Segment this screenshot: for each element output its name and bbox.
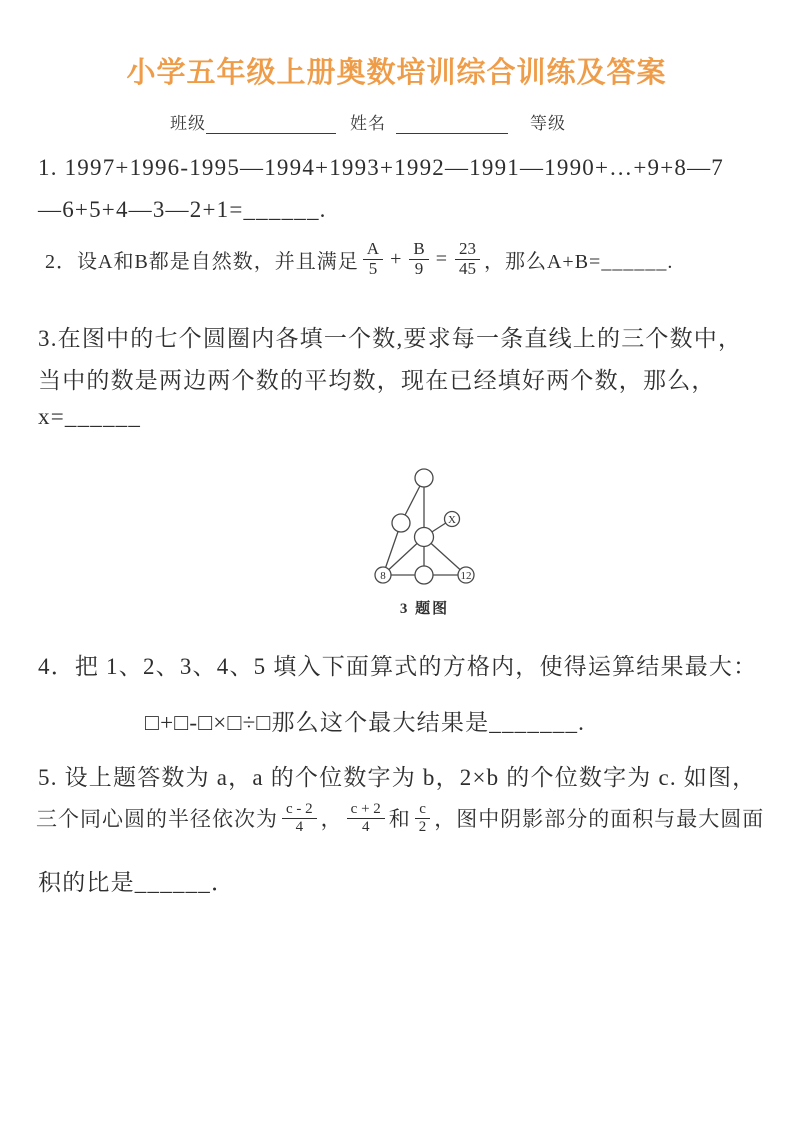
fraction-numerator: B — [409, 240, 428, 260]
problem-3-line-1: 3.在图中的七个圆圈内各填一个数,要求每一条直线上的三个数中， — [38, 326, 743, 351]
name-blank-line — [396, 114, 508, 134]
circle-center-empty — [415, 528, 434, 547]
circle-12-label: 12 — [460, 570, 472, 582]
circle-top-empty — [415, 469, 433, 487]
problem-3-line-2: 当中的数是两边两个数的平均数，现在已经填好两个数，那么， — [38, 368, 716, 393]
class-blank-line — [206, 114, 336, 134]
fraction-denominator: 45 — [458, 258, 476, 278]
problem-1-line-1: 1. 1997+1996-1995—1994+1993+1992—1991—1990+…+9+8—7 — [38, 155, 724, 180]
problem-5-line-3: 积的比是______． — [38, 870, 236, 895]
fraction-denominator: 4 — [295, 818, 304, 835]
problem-2-line — [45, 240, 673, 278]
problem-5-text-seg1: 三个同心圆的半径依次为 — [36, 807, 278, 831]
class-field-label: 班级 — [170, 114, 206, 133]
problem-1-line-2: —6+5+4—3—2+1=______. — [38, 197, 327, 222]
fraction-a-over-5 — [363, 240, 383, 278]
page-title: 小学五年级上册奥数培训综合训练及答案 — [126, 57, 667, 89]
plus-operator: + — [390, 247, 403, 270]
fraction-numerator: A — [363, 240, 383, 260]
fraction-c-minus-2-over-4 — [282, 801, 317, 835]
problem-5-line-1: 5. 设上题答数为 a，a 的个位数字为 b，2×b 的个位数字为 c. 如图， — [38, 765, 757, 790]
student-info-header — [170, 109, 566, 134]
problem-4-expression-line: □+□-□×□÷□那么这个最大结果是_______. — [145, 710, 586, 735]
problem-5-line-2 — [36, 801, 764, 835]
fraction-c-over-2 — [415, 801, 431, 835]
fraction-numerator: c + 2 — [347, 801, 385, 819]
grade-field-label: 等级 — [530, 114, 566, 133]
problem-5-text-seg2: ，图中阴影部分的面积与最大圆面 — [434, 807, 765, 831]
problem-3-figure — [352, 460, 497, 595]
problem-3-answer-blank: x=______ — [38, 404, 142, 429]
circle-x-label: X — [448, 514, 456, 526]
fraction-b-over-9 — [409, 240, 428, 278]
fraction-denominator: 5 — [368, 258, 378, 278]
circle-8-label: 8 — [380, 570, 386, 582]
fraction-denominator: 2 — [418, 818, 427, 835]
problem-2-text-suffix: ，那么A+B=______. — [483, 250, 674, 273]
problem-4-line-1: 4．把 1、2、3、4、5 填入下面算式的方格内，使得运算结果最大： — [38, 654, 758, 679]
circle-bottom-middle-empty — [415, 566, 433, 584]
fraction-numerator: 23 — [455, 240, 480, 260]
fraction-c-plus-2-over-4 — [347, 801, 385, 835]
fraction-numerator: c — [415, 801, 430, 819]
fraction-numerator: c - 2 — [282, 801, 317, 819]
equals-operator: = — [435, 247, 448, 270]
circle-left-middle-empty — [392, 514, 410, 532]
comma-separator: ， — [320, 807, 343, 831]
problem-2-text-prefix: 2．设A和B都是自然数，并且满足 — [45, 250, 359, 273]
fraction-denominator: 4 — [361, 818, 370, 835]
fraction-23-over-45 — [455, 240, 480, 278]
name-field-label: 姓名 — [350, 114, 386, 133]
fraction-denominator: 9 — [414, 258, 424, 278]
figure-caption: 3 题图 — [399, 601, 450, 617]
and-word: 和 — [388, 807, 411, 831]
